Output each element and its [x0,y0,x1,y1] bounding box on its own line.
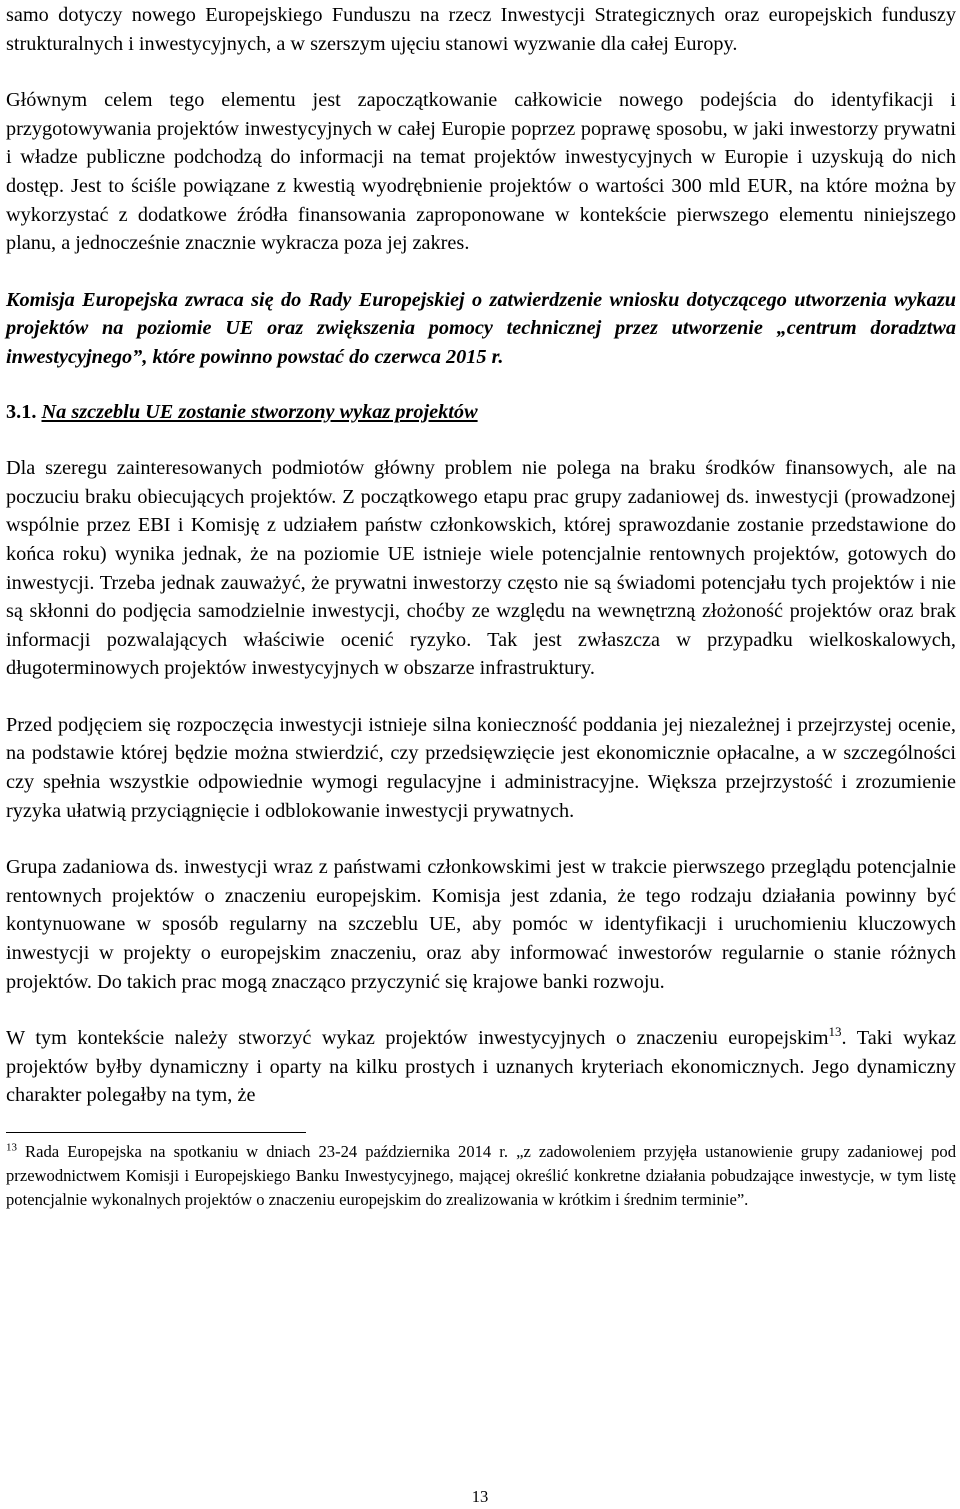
paragraph-project-list-start: W tym kontekście należy stworzyć wykaz projektów inwestycyjnych o znaczeniu europejskim [6,1027,829,1050]
page-number: 13 [471,1487,489,1506]
footnote [6,1140,956,1212]
paragraph-stakeholders: Dla szeregu zainteresowanych podmiotów główny problem nie polega na braku środków finansowych, ale na poczuciu braku obiecujących projektów. Z początkowego etapu prac grupy zadaniowej ds. inwestycji (prowadzonej wspólnie przez EBI i Komisję z udziałem państw członkowskich, której sprawozdanie zostanie przedstawione do końca roku) wynika jednak, że na poziomie UE istnieje wiele potencjalnie rentownych projektów, gotowych do inwestycji. Trzeba jednak zauważyć, że prywatni inwestorzy często nie są świadomi potencjału tych projektów i nie są skłonni do podjęcia samodzielnie inwestycji, choćby ze względu na wewnętrzną złożoność projektów oraz brak informacji pozwalających właściwie ocenić ryzyko. Tak jest zwłaszcza w przypadku wielkoskalowych, długoterminowych projektów inwestycyjnych w obszarze infrastruktury. [6,457,956,680]
paragraph-assessment: Przed podjęciem się rozpoczęcia inwestycji istnieje silna konieczność poddania jej niezależnej i przejrzystej ocenie, na podstawie której będzie można stwierdzić, czy przedsięwzięcie jest ekonomicznie opłacalne, a w szczególności czy spełnia wszystkie odpowiednie wymogi regulacyjne i administracyjne. Większa przejrzystość i zrozumienie ryzyka ułatwią przyciągnięcie i odblokowanie inwestycji prywatnych. [6,713,956,822]
paragraph-task-force: Grupa zadaniowa ds. inwestycji wraz z państwami członkowskimi jest w trakcie pierwszego przeglądu potencjalnie rentownych projektów o znaczeniu europejskim. Komisja jest zdania, że tego rodzaju działania powinny być kontynuowane w sposób regularny na szczeblu UE, aby pomóc w identyfikacji i uruchomieniu kluczowych inwestycji w projekty o europejskim znaczeniu, oraz aby informować inwestorów regularnie o stanie różnych projektów. Do takich prac mogą znacząco przyczynić się krajowe banki rozwoju. [6,856,956,993]
section-heading [6,398,956,427]
paragraph-main-goal: Głównym celem tego elementu jest zapoczątkowanie całkowicie nowego podejścia do identyfikacji i przygotowywania projektów inwestycyjnych w całej Europie poprzez poprawę sposobu, w jaki inwestorzy prywatni i władze publiczne podchodzą do informacji na temat projektów inwestycyjnych w Europie i uzyskują do nich dostęp. Jest to ściśle powiązane z kwestią wyodrębnienie projektów o wartości 300 mld EUR, na które można by wykorzystać z dodatkowe źródła finansowania zaproponowane w kontekście pierwszego elementu niniejszego planu, a jednocześnie znacznie wykracza poza jej zakres. [6,89,956,255]
footnote-separator [6,1132,306,1133]
section-number: 3.1. [6,400,37,423]
paragraph-project-list-end: . Taki wykaz projektów byłby dynamiczny i oparty na kilku prostych i uznanych kryteriach ekonomicznych. Jego dynamiczny charakter polegałby na tym, że [6,1027,956,1107]
paragraph-intro-continuation: samo dotyczy nowego Europejskiego Funduszu na rzecz Inwestycji Strategicznych oraz europejskich funduszy strukturalnych i inwestycyjnych, a w szerszym ujęciu stanowi wyzwanie dla całej Europy. [6,4,956,55]
document-page [6,0,956,1212]
footnote-reference[interactable]: 13 [828,1024,842,1040]
section-title: Na szczeblu UE zostanie stworzony wykaz projektów [41,400,478,423]
footnote-marker: 13 [6,1141,17,1154]
paragraph-project-list [6,1024,956,1110]
paragraph-commission-request: Komisja Europejska zwraca się do Rady Europejskiej o zatwierdzenie wniosku dotyczącego utworzenia wykazu projektów na poziomie UE oraz zwiększenia pomocy technicznej przez utworzenie „centrum doradztwa inwestycyjnego”, które powinno powstać do czerwca 2015 r. [6,288,956,368]
footnote-text: Rada Europejska na spotkaniu w dniach 23-24 października 2014 r. „z zadowoleniem przyjęła ustanowienie grupy zadaniowej pod przewodnictwem Komisji i Europejskiego Banku Inwestycyjnego, mającej określić konkretne działania pobudzające inwestycje, w tym listę potencjalnie wykonalnych projektów o znaczeniu europejskim do zrealizowania w krótkim i średnim terminie”. [6,1142,956,1209]
